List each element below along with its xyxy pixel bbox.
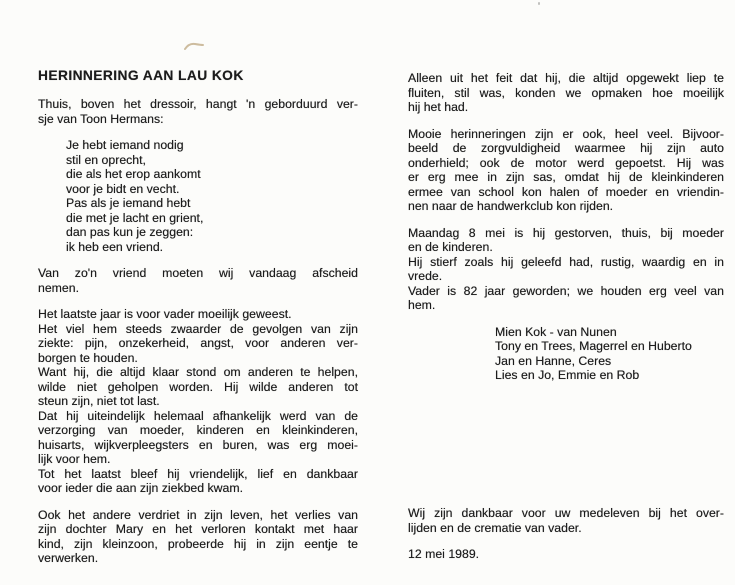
text-line: kind, zijn kleinzoon, probeerde hij in zijn eentje te — [38, 536, 358, 551]
text-line: Want hij, die altijd klaar stond om anderen te helpen, — [38, 365, 358, 379]
text-line: Tot het laatst bleef hij vriendelijk, lief en dankbaar — [38, 466, 358, 481]
left-column-text — [38, 97, 358, 566]
text-line: nemen. — [38, 280, 80, 295]
scan-speck — [538, 2, 540, 5]
text-line: zijn dochter Mary en het verloren kontakt met haar — [38, 522, 358, 536]
paragraph-gap — [38, 254, 358, 266]
text-line: dan pas kun je zeggen: — [66, 225, 194, 239]
text-line: en de kinderen. — [408, 240, 493, 254]
text-line: verwerken. — [38, 551, 99, 565]
text-line: Het laatste jaar is voor vader moeilijk geweest. — [38, 307, 292, 321]
text-line: vrede. — [408, 269, 443, 283]
text-line: stil en oprecht, — [66, 152, 146, 167]
text-line: ik heb een vriend. — [66, 239, 164, 254]
text-line: hij het had. — [408, 100, 469, 114]
right-column — [408, 71, 724, 383]
text-line: Het viel hem steeds zwaarder de gevolgen van zijn — [38, 321, 358, 336]
text-line: Van zo'n vriend moeten wij vandaag afscheid — [38, 266, 358, 280]
text-line: Jan en Hanne, Ceres — [495, 353, 612, 368]
text-line: voor ieder die aan zijn ziekbed kwam. — [38, 481, 244, 495]
text-line: Mooie herinneringen zijn er ook, heel veel. Bijvoor- — [408, 126, 724, 141]
paragraph-gap — [38, 126, 358, 138]
text-line: huisarts, wijkverpleegsters en buren, was erg moei- — [38, 437, 358, 452]
text-line: onderhield; ook de motor werd gepoetst. Hij was — [408, 155, 724, 170]
text-line: beeld de zorgvuldigheid waarmee hij zijn auto — [408, 141, 724, 155]
text-line: Wij zijn dankbaar voor uw medeleven bij het over- — [408, 506, 724, 520]
pen-smudge-mark — [184, 41, 204, 51]
text-line: Tony en Trees, Magerrel en Huberto — [495, 339, 692, 353]
text-line: voor je bidt en vecht. — [66, 181, 180, 196]
text-line: ermee van school kon halen of moeder en vriendin- — [408, 184, 724, 199]
text-line: verzorging van moeder, kinderen en kleinkinderen, — [38, 423, 358, 437]
text-line: Alleen uit het feit dat hij, die altijd opgewekt liep te — [408, 71, 724, 85]
text-line: Ook het andere verdriet in zijn leven, het verlies van — [38, 507, 358, 522]
text-line: steun zijn, niet tot last. — [38, 394, 160, 408]
text-line: Mien Kok - van Nunen — [495, 324, 617, 339]
text-line: ziekte: pijn, onzekerheid, angst, voor anderen ver- — [38, 336, 358, 350]
memorial-heading: HERINNERING AAN LAU KOK — [38, 68, 244, 83]
text-line: Lies en Jo, Emmie en Rob — [495, 368, 640, 382]
acknowledgement-block — [408, 506, 724, 562]
text-line: fluiten, stil was, konden we opmaken hoe moeilijk — [408, 85, 724, 100]
paragraph-gap — [38, 295, 358, 307]
acknowledgement-text — [408, 506, 724, 562]
text-line: 12 mei 1989. — [408, 547, 480, 561]
text-line: Maandag 8 mei is hij gestorven, thuis, bij moeder — [408, 225, 724, 240]
text-line: nen naar de handwerkclub kon rijden. — [408, 199, 614, 213]
text-line: Thuis, boven het dressoir, hangt 'n geborduurd ver- — [38, 97, 358, 111]
text-line: wilde niet geholpen worden. Hij wilde anderen tot — [38, 379, 358, 394]
text-line: lijden en de crematie van vader. — [408, 520, 582, 535]
paragraph-gap — [408, 214, 724, 226]
text-line: Vader is 82 jaar geworden; we houden erg veel van — [408, 283, 724, 298]
paragraph-gap — [408, 313, 724, 325]
paragraph-gap — [38, 496, 358, 508]
text-line: hem. — [408, 298, 436, 312]
text-line: die met je lacht en grient, — [66, 210, 204, 225]
right-column-text — [408, 71, 724, 383]
left-column — [38, 68, 358, 566]
text-line: er erg mee in zijn sas, omdat hij de kleinkinderen — [408, 170, 724, 184]
text-line: sje van Toon Hermans: — [38, 111, 164, 126]
text-line: Je hebt iemand nodig — [66, 138, 184, 152]
text-line: die als het erop aankomt — [66, 167, 201, 181]
paragraph-gap — [408, 535, 724, 547]
paragraph-gap — [408, 115, 724, 127]
text-line: Hij stierf zoals hij geleefd had, rustig, waardig en in — [408, 254, 724, 269]
text-line: borgen te houden. — [38, 350, 138, 365]
text-line: Pas als je iemand hebt — [66, 196, 191, 210]
text-line: Dat hij uiteindelijk helemaal afhankelijk werd van de — [38, 408, 358, 423]
text-line: lijk voor hem. — [38, 452, 111, 466]
